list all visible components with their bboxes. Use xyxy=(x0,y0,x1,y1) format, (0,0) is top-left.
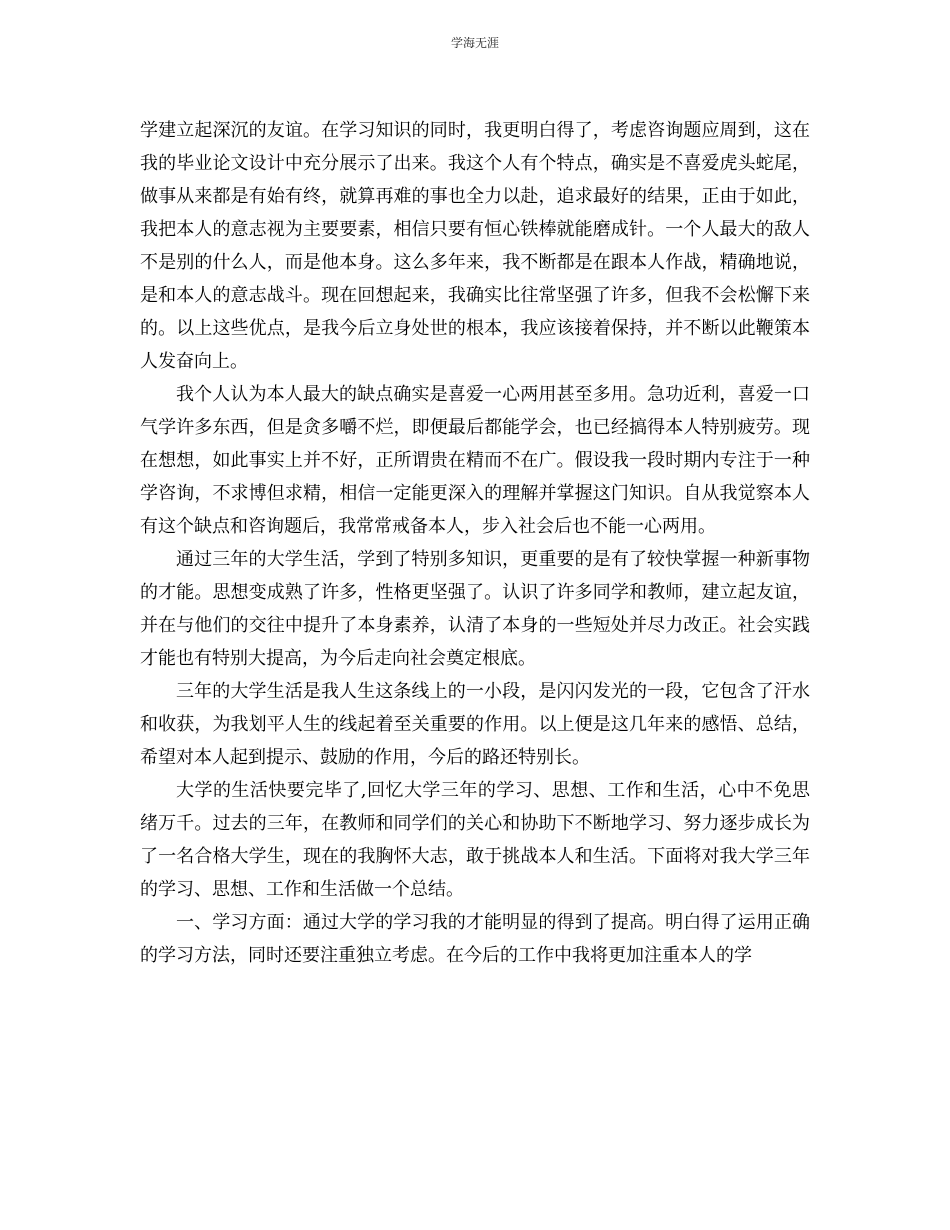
paragraph-2: 我个人认为本人最大的缺点确实是喜爱一心两用甚至多用。急功近利，喜爱一口气学许多东西，但是贪多嚼不烂，即便最后都能学会，也已经搞得本人特别疲劳。现在想想，如此事实上并不好，正所谓贵在精而不在广。假设我一段时期内专注于一种学咨询，不求博但求精，相信一定能更深入的理解并掌握这门知识。自从我觉察本人有这个缺点和咨询题后，我常常戒备本人，步入社会后也不能一心两用。 xyxy=(140,384,810,537)
paragraph-4: 三年的大学生活是我人生这条线上的一小段，是闪闪发光的一段，它包含了汗水和收获，为我划平人生的线起着至关重要的作用。以上便是这几年来的感悟、总结，希望对本人起到提示、鼓励的作用，今后的路还特别长。 xyxy=(140,681,810,768)
paragraph-3: 通过三年的大学生活，学到了特别多知识，更重要的是有了较快掌握一种新事物的才能。思想变成熟了许多，性格更坚强了。认识了许多同学和教师，建立起友谊，并在与他们的交往中提升了本身素养，认清了本身的一些短处并尽力改正。社会实践才能也有特别大提高，为今后走向社会奠定根底。 xyxy=(140,549,810,669)
paragraph-1: 学建立起深沉的友谊。在学习知识的同时，我更明白得了，考虑咨询题应周到，这在我的毕业论文设计中充分展示了出来。我这个人有个特点，确实是不喜爱虎头蛇尾，做事从来都是有始有终，就算再难的事也全力以赴，追求最好的结果，正由于如此，我把本人的意志视为主要要素，相信只要有恒心铁棒就能磨成针。一个人最大的敌人不是别的什么人，而是他本身。这么多年来，我不断都是在跟本人作战，精确地说，是和本人的意志战斗。现在回想起来，我确实比往常坚强了许多，但我不会松懈下来的。以上这些优点，是我今后立身处世的根本，我应该接着保持，并不断以此鞭策本人发奋向上。 xyxy=(140,120,810,372)
page-header: 学海无涯 xyxy=(450,36,499,50)
paragraph-6: 一、学习方面：通过大学的学习我的才能明显的得到了提高。明白得了运用正确的学习方法，同时还要注重独立考虑。在今后的工作中我将更加注重本人的学 xyxy=(140,912,810,966)
paragraph-5: 大学的生活快要完毕了,回忆大学三年的学习、思想、工作和生活，心中不免思绪万千。过去的三年，在教师和同学们的关心和协助下不断地学习、努力逐步成长为了一名合格大学生，现在的我胸怀大志，敢于挑战本人和生活。下面将对我大学三年的学习、思想、工作和生活做一个总结。 xyxy=(140,780,810,900)
document-body xyxy=(140,114,810,972)
